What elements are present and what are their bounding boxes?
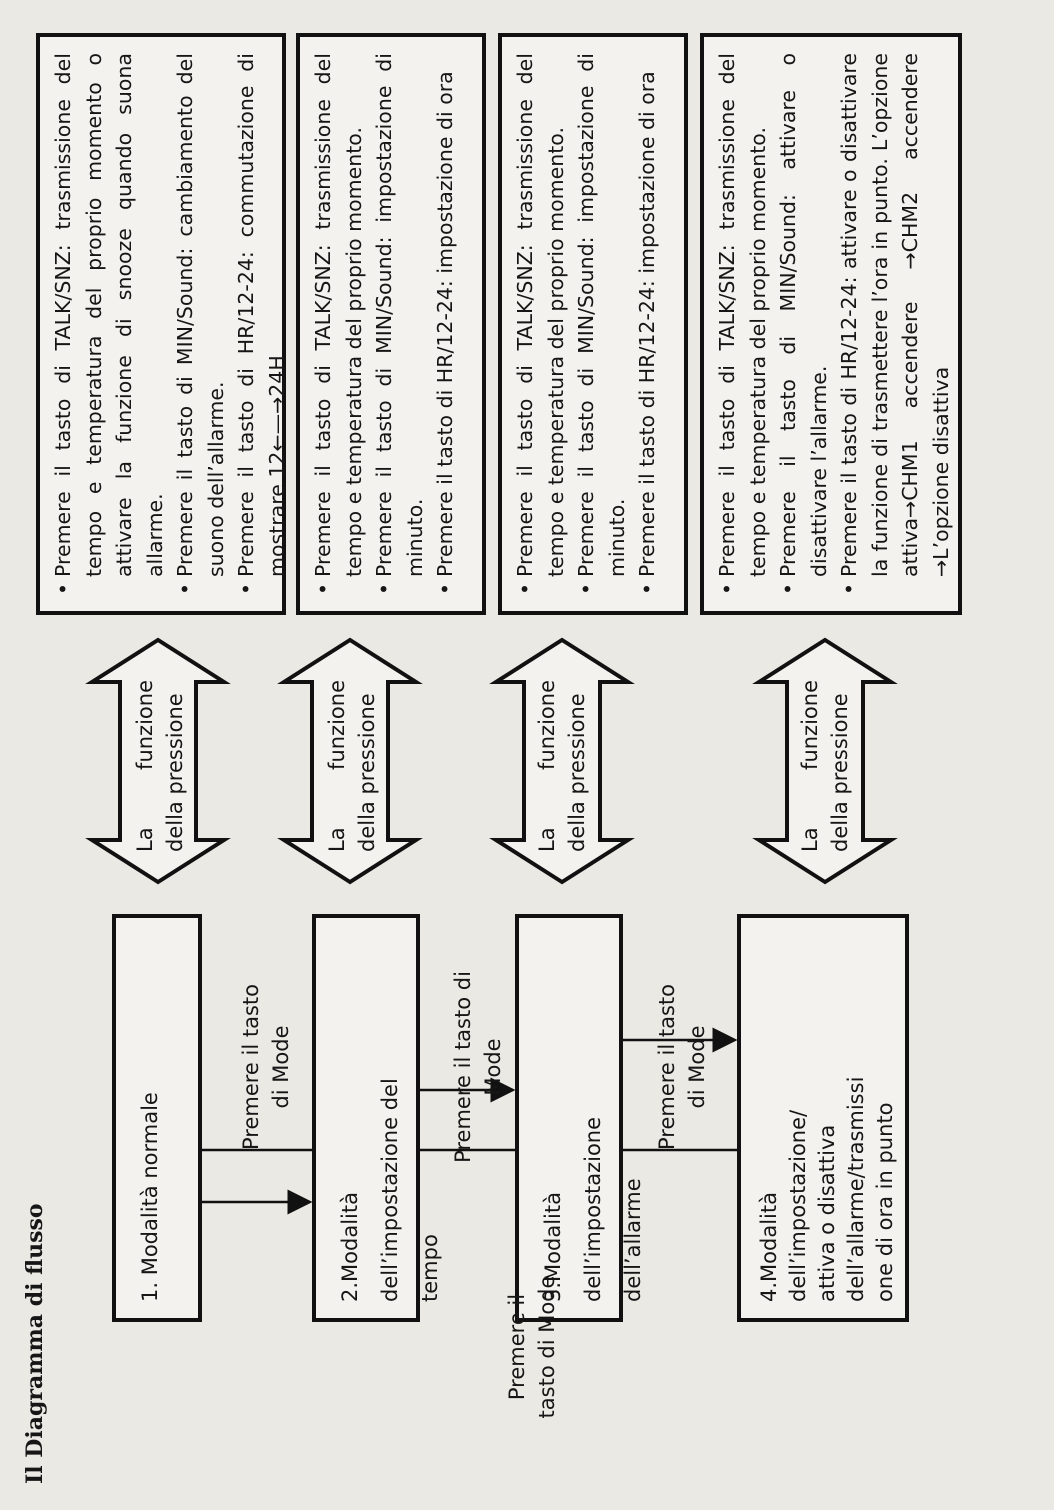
- function-item: • Premere il tasto di TALK/SNZ: trasmissione del tempo e temperatura del proprio momento.: [510, 53, 571, 595]
- mode-line: 1. Modalità normale: [138, 1092, 162, 1302]
- mode-box-2: [312, 914, 442, 1322]
- return-label: Premere il tasto di Mode: [505, 1275, 559, 1419]
- arrow-label-1: La funzione della pressione: [133, 680, 187, 852]
- function-box-1: [36, 33, 289, 615]
- mode-line: dell’impostazione/: [786, 1109, 810, 1302]
- function-item: • Premere il tasto di MIN/Sound: attivare o disattivare l’allarme.: [773, 53, 834, 595]
- function-item: • Premere il tasto di MIN/Sound: cambiamento del suono dell’allarme.: [170, 53, 231, 595]
- mode-line: 4.Modalità: [757, 1192, 781, 1302]
- function-item: • Premere il tasto di HR/12-24: impostazione di ora: [632, 53, 663, 595]
- mode-line: dell’allarme: [621, 1178, 645, 1302]
- mode-line: 3.Modalità: [541, 1192, 565, 1302]
- press-mode-label-2: Premere il tasto di Mode: [451, 971, 505, 1163]
- function-item: • Premere il tasto di HR/12-24: commutazione di mostrare 12←—→24H: [231, 53, 292, 595]
- function-item: • Premere il tasto di HR/12-24: impostazione di ora: [430, 53, 461, 595]
- function-item: • Premere il tasto di HR/12-24: attivare o disattivare la funzione di trasmettere l’ora in punto. L’opzione attiva→CHM1 accendere →CHM2 accendere →L’opzione disattiva: [834, 53, 956, 595]
- mode-box-1: [112, 914, 202, 1322]
- arrow-label-4: La funzione della pressione: [798, 680, 852, 852]
- function-box-4: [700, 33, 962, 615]
- double-arrows: [92, 640, 891, 882]
- arrow-label-2: La funzione della pressione: [325, 680, 379, 852]
- function-item: • Premere il tasto di MIN/Sound: impostazione di minuto.: [571, 53, 632, 595]
- function-item: • Premere il tasto di TALK/SNZ: trasmissione del tempo e temperatura del proprio momento o attivare la funzione di snooze quando suona allarme.: [48, 53, 170, 595]
- function-box-2: [296, 33, 486, 615]
- mode-line: 2.Modalità: [338, 1192, 362, 1302]
- mode-line: attiva o disattiva: [815, 1124, 839, 1302]
- press-mode-label-3: Premere il tasto di Mode: [655, 984, 709, 1151]
- mode-line: dell’allarme/trasmissi: [844, 1076, 868, 1302]
- mode-line: tempo: [418, 1234, 442, 1302]
- press-mode-label-1: Premere il tasto di Mode: [239, 984, 293, 1151]
- mode-line: one di ora in punto: [873, 1102, 897, 1302]
- function-box-3: [498, 33, 688, 615]
- mode-box-4: [737, 914, 909, 1322]
- arrow-label-3: La funzione della pressione: [535, 680, 589, 852]
- page-title: Il Diagramma di flusso: [22, 1203, 48, 1484]
- mode-line: dell’impostazione: [581, 1116, 605, 1302]
- function-item: • Premere il tasto di MIN/Sound: impostazione di minuto.: [369, 53, 430, 595]
- function-item: • Premere il tasto di TALK/SNZ: trasmissione del tempo e temperatura del proprio momento.: [308, 53, 369, 595]
- mode-line: dell’impostazione del: [378, 1078, 402, 1302]
- function-item: • Premere il tasto di TALK/SNZ: trasmissione del tempo e temperatura del proprio momento.: [712, 53, 773, 595]
